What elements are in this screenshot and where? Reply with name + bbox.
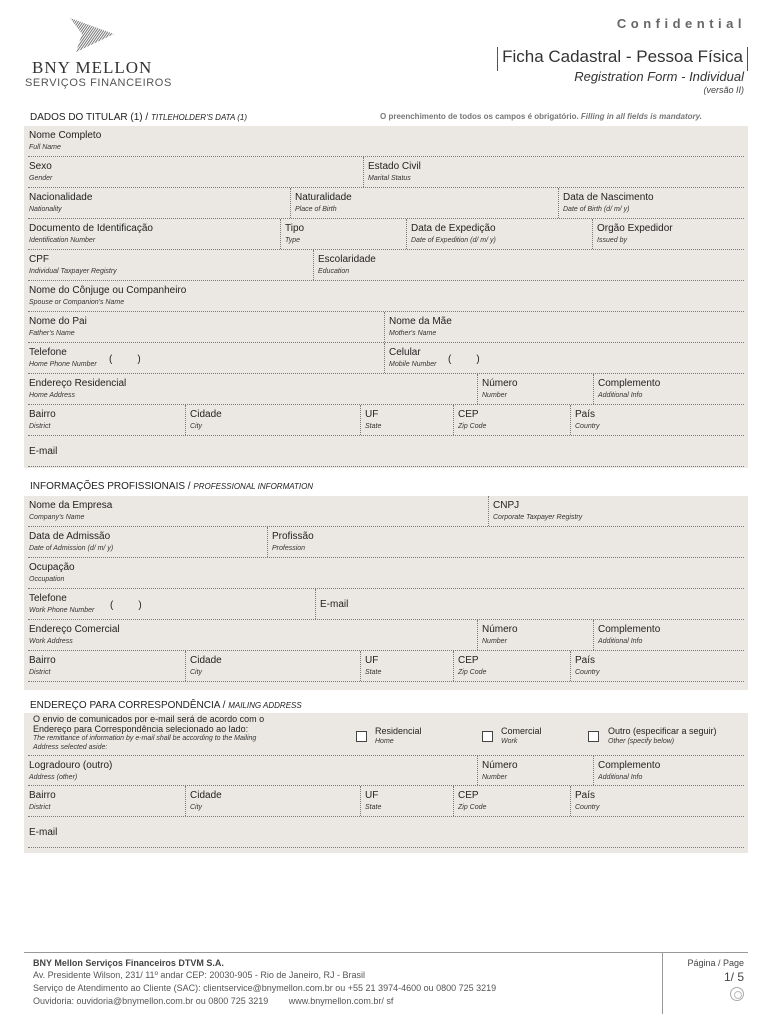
footer-vertical-divider [662,952,663,1014]
home-phone-field[interactable] [28,343,384,373]
professional-panel [24,496,748,690]
mailing-number-label: Número [482,760,518,771]
marital-status-field[interactable] [363,157,744,187]
footer-ouvidoria-line [33,996,393,1006]
mailing-country-field[interactable] [570,786,744,816]
company-name-label-en: Company's Name [29,514,85,521]
home-number-label-en: Number [482,392,507,399]
titular-section-title [30,112,247,123]
document-type-field[interactable] [280,219,406,249]
company-name-field[interactable] [28,496,488,526]
mailing-zip-label-en: Zip Code [458,804,487,811]
expedition-date-label: Data de Expedição [411,223,496,234]
footer-seal-icon [730,987,744,1001]
mailing-address-field[interactable] [28,756,477,785]
cpf-label: CPF [29,254,49,265]
home-complement-field[interactable] [593,374,744,404]
place-of-birth-label-en: Place of Birth [295,206,337,213]
date-of-birth-label: Data de Nascimento [563,192,654,203]
expedition-date-field[interactable] [406,219,592,249]
home-country-label-en: Country [575,423,600,430]
date-of-birth-field[interactable] [558,188,744,218]
row-admissao [28,527,744,558]
education-label-en: Education [318,268,350,275]
issued-by-field[interactable] [592,219,744,249]
work-district-field[interactable] [28,651,185,681]
form-subtitle: Registration Form - Individual [574,69,744,84]
occupation-field[interactable] [28,558,744,588]
residential-checkbox[interactable] [356,731,367,742]
home-zip-label: CEP [458,409,479,420]
mailing-country-label-en: Country [575,804,600,811]
page-number: 1/ 5 [723,970,744,984]
work-complement-label: Complemento [598,624,661,635]
mobile-phone-label-en: Mobile Number [389,361,437,368]
mailing-city-label: Cidade [190,790,222,801]
home-district-field[interactable] [28,405,185,435]
education-field[interactable] [313,250,744,280]
home-state-label-en: State [365,423,382,430]
mailing-city-field[interactable] [185,786,360,816]
mailing-zip-field[interactable] [453,786,570,816]
mailing-complement-label: Complemento [598,760,661,771]
page-label: Página / Page [687,958,744,968]
spouse-name-label-en: Spouse or Companion's Name [29,299,125,306]
work-state-label-en: State [365,669,382,676]
father-name-label: Nome do Pai [29,316,87,327]
mailing-state-label-en: State [365,804,382,811]
home-city-label-en: City [190,423,203,430]
issued-by-label: Orgão Expedidor [597,223,673,234]
profession-field[interactable] [267,527,744,557]
spouse-name-field[interactable] [28,281,744,311]
work-phone-label: Telefone [29,593,67,604]
row-mailing-options [28,713,744,755]
mailing-intro-en: The remittance of information by e-mail shall be according to the Mailing Address selected aside: [33,735,257,751]
father-name-field[interactable] [28,312,384,342]
row-sexo [28,157,744,188]
other-checkbox[interactable] [588,731,599,742]
mailing-district-label: Bairro [29,790,56,801]
row-cpf [28,250,744,281]
work-phone-field[interactable] [28,589,315,619]
commercial-option-label: Comercial [501,726,542,736]
work-country-label: País [575,655,596,666]
email-label: E-mail [29,446,58,457]
row-pais [28,312,744,343]
work-zip-label-en: Zip Code [458,669,487,676]
other-option-label: Outro (especificar a seguir) [608,726,717,736]
row-telefone [28,343,744,374]
work-country-label-en: Country [575,669,600,676]
commercial-checkbox[interactable] [482,731,493,742]
work-email-label: E-mail [320,599,349,610]
home-district-label-en: District [29,423,51,430]
nationality-label: Nacionalidade [29,192,93,203]
mailing-number-field[interactable] [477,756,593,785]
row-bairro-comercial [28,651,744,682]
nationality-label-en: Nationality [29,206,62,213]
work-number-label-en: Number [482,638,507,645]
cnpj-field[interactable] [488,496,744,526]
expedition-date-label-en: Date of Expedition (d/ m/ y) [411,237,496,244]
work-district-label: Bairro [29,655,56,666]
mailing-title-pt: ENDEREÇO PARA CORRESPONDÊNCIA / [30,700,229,711]
date-of-birth-label-en: Date of Birth (d/ m/ y) [563,206,630,213]
spouse-name-label: Nome do Cônjuge ou Companheiro [29,285,187,296]
cpf-field[interactable] [28,250,313,280]
mandatory-notice-pt: O preenchimento de todos os campos é obrigatório. [380,112,581,121]
home-district-label: Bairro [29,409,56,420]
document-type-label: Tipo [285,223,305,234]
gender-label: Sexo [29,161,52,172]
row-empresa [28,496,744,527]
row-ocupacao [28,558,744,589]
full-name-label: Nome Completo [29,130,102,141]
mother-name-label: Nome da Mãe [389,316,452,327]
other-option-label-en: Other (specify below) [608,738,675,745]
gender-label-en: Gender [29,175,53,182]
mailing-email-field[interactable] [28,817,744,847]
logo-subtitle: SERVIÇOS FINANCEIROS [25,77,172,89]
work-address-label: Endereço Comercial [29,624,120,635]
mailing-email-label: E-mail [29,827,58,838]
home-city-field[interactable] [185,405,360,435]
professional-title-en: PROFESSIONAL INFORMATION [193,482,314,491]
home-phone-area-code: ( ) [109,354,141,365]
occupation-label-en: Occupation [29,576,65,583]
mailing-number-label-en: Number [482,774,507,781]
home-address-label: Endereço Residencial [29,378,127,389]
mailing-state-field[interactable] [360,786,453,816]
issued-by-label-en: Issued by [597,237,627,244]
row-endereco [28,374,744,405]
full-name-field[interactable] [28,126,744,156]
admission-date-field[interactable] [28,527,267,557]
admission-date-label: Data de Admissão [29,531,111,542]
work-zip-label: CEP [458,655,479,666]
profession-label-en: Profession [272,545,306,552]
home-state-field[interactable] [360,405,453,435]
company-name-label: Nome da Empresa [29,500,113,511]
row-logradouro [28,755,744,786]
mandatory-notice [380,112,702,121]
work-address-field[interactable] [28,620,477,650]
mobile-phone-area-code: ( ) [448,354,480,365]
row-email [28,436,744,467]
work-complement-label-en: Additional Info [598,638,643,645]
mailing-panel [24,713,748,853]
home-address-label-en: Home Address [29,392,76,399]
cnpj-label-en: Corporate Taxpayer Registry [493,514,583,521]
mailing-section-title [30,700,302,711]
mailing-complement-field[interactable] [593,756,744,785]
professional-section-title [30,481,313,492]
mailing-country-label: País [575,790,596,801]
row-endereco-comercial [28,620,744,651]
mailing-district-field[interactable] [28,786,185,816]
marital-status-label-en: Marital Status [368,175,411,182]
father-name-label-en: Father's Name [29,330,75,337]
row-bairro-correspondencia [28,786,744,817]
nationality-field[interactable] [28,188,290,218]
work-city-label: Cidade [190,655,222,666]
footer-sac: Serviço de Atendimento ao Cliente (SAC): clientservice@bnymellon.com.br ou +55 21 3974-4600 ou 0800 725 3219 [33,983,497,993]
commercial-option-label-en: Work [501,738,518,745]
home-state-label: UF [365,409,379,420]
work-phone-label-en: Work Phone Number [29,607,95,614]
document-type-label-en: Type [285,237,301,244]
row-conjuge [28,281,744,312]
work-city-field[interactable] [185,651,360,681]
mailing-title-en: MAILING ADDRESS [228,701,302,710]
home-number-label: Número [482,378,518,389]
footer-website[interactable]: www.bnymellon.com.br/ sf [288,996,394,1006]
row-email-correspondencia [28,817,744,848]
home-zip-field[interactable] [453,405,570,435]
occupation-label: Ocupação [29,562,75,573]
form-title: Ficha Cadastral - Pessoa Física [497,47,748,71]
home-country-field[interactable] [570,405,744,435]
footer-ouvidoria: Ouvidoria: ouvidoria@bnymellon.com.br ou 0800 725 3219 [33,996,269,1006]
row-documento [28,219,744,250]
mother-name-label-en: Mother's Name [389,330,437,337]
gender-field[interactable] [28,157,363,187]
work-number-field[interactable] [477,620,593,650]
mailing-address-label: Logradouro (outro) [29,760,113,771]
cnpj-label: CNPJ [493,500,520,511]
mobile-phone-field[interactable] [384,343,744,373]
email-field[interactable] [28,436,744,466]
footer-company: BNY Mellon Serviços Financeiros DTVM S.A. [33,958,224,968]
work-address-label-en: Work Address [29,638,73,645]
professional-title-pt: INFORMAÇÕES PROFISSIONAIS / [30,481,194,492]
home-country-label: País [575,409,596,420]
bny-mellon-logo-icon [68,18,116,54]
id-document-label-en: Identification Number [29,237,96,244]
titular-panel [24,126,748,468]
home-complement-label-en: Additional Info [598,392,643,399]
work-zip-field[interactable] [453,651,570,681]
home-complement-label: Complemento [598,378,661,389]
id-document-field[interactable] [28,219,280,249]
work-number-label: Número [482,624,518,635]
place-of-birth-label: Naturalidade [295,192,352,203]
work-phone-area-code: ( ) [110,600,142,611]
confidential-label: Confidential [616,16,746,31]
mailing-complement-label-en: Additional Info [598,774,643,781]
work-city-label-en: City [190,669,203,676]
form-version: (versão II) [703,85,744,95]
home-number-field[interactable] [477,374,593,404]
cpf-label-en: Individual Taxpayer Registry [29,268,117,275]
home-zip-label-en: Zip Code [458,423,487,430]
mailing-state-label: UF [365,790,379,801]
mailing-intro-pt: O envio de comunicados por e-mail será de acordo com o Endereço para Correspondência selecionado ao lado: [33,714,265,734]
titular-title-en: TITLEHOLDER'S DATA (1) [150,113,248,122]
work-state-field[interactable] [360,651,453,681]
home-phone-label-en: Home Phone Number [29,361,97,368]
bny-mellon-logo [22,18,172,93]
row-telefone-comercial [28,589,744,620]
row-nome [28,126,744,157]
admission-date-label-en: Date of Admission (d/ m/ y) [29,545,114,552]
work-state-label: UF [365,655,379,666]
full-name-label-en: Full Name [29,144,61,151]
mobile-phone-label: Celular [389,347,421,358]
home-address-field[interactable] [28,374,477,404]
row-nacionalidade [28,188,744,219]
marital-status-label: Estado Civil [368,161,421,172]
id-document-label: Documento de Identificação [29,223,153,234]
footer-divider [24,952,748,953]
mailing-zip-label: CEP [458,790,479,801]
home-phone-label: Telefone [29,347,67,358]
residential-option-label: Residencial [375,726,422,736]
education-label: Escolaridade [318,254,376,265]
mailing-district-label-en: District [29,804,51,811]
mandatory-notice-en: Filling in all fields is mandatory. [580,112,702,121]
work-district-label-en: District [29,669,51,676]
row-bairro [28,405,744,436]
titular-title-pt: DADOS DO TITULAR (1) / [30,112,151,123]
profession-label: Profissão [272,531,314,542]
residential-option-label-en: Home [375,738,394,745]
mailing-city-label-en: City [190,804,203,811]
work-country-field[interactable] [570,651,744,681]
work-complement-field[interactable] [593,620,744,650]
mother-name-field[interactable] [384,312,744,342]
logo-name: BNY MELLON [32,58,153,77]
work-email-field[interactable] [315,589,744,619]
footer-address: Av. Presidente Wilson, 231/ 11º andar CEP: 20030-905 - Rio de Janeiro, RJ - Brasil [33,970,365,980]
place-of-birth-field[interactable] [290,188,558,218]
mailing-address-label-en: Address (other) [29,774,78,781]
home-city-label: Cidade [190,409,222,420]
